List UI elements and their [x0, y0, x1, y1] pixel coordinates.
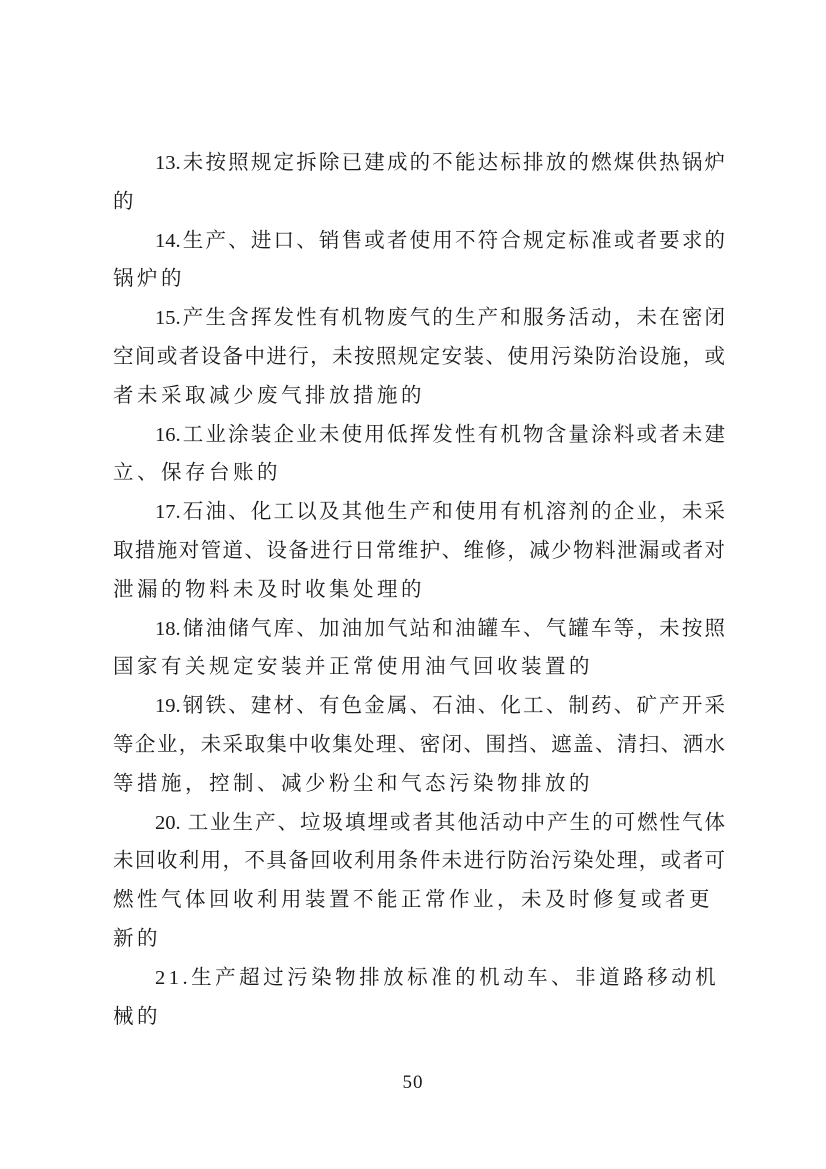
list-item-20-line-1: 20. 工业生产、垃圾填埋或者其他活动中产生的可燃性气体 — [155, 811, 725, 834]
list-item-17-line-1: 17.石油、化工以及其他生产和使用有机溶剂的企业，未采 — [155, 501, 725, 524]
list-item-19-line-1: 19.钢铁、建材、有色金属、石油、化工、制药、矿产开采 — [155, 695, 725, 718]
list-item-19-line-3: 等措施，控制、减少粉尘和气态污染物排放的 — [113, 772, 593, 795]
document-body — [113, 144, 725, 1036]
list-item-18-line-1: 18.储油储气库、加油加气站和油罐车、气罐车等，未按照 — [155, 617, 725, 640]
list-item-13-line-1: 13.未按照规定拆除已建成的不能达标排放的燃煤供热锅炉 — [155, 152, 725, 174]
list-item-21-line-1: 21.生产超过污染物排放标准的机动车、非道路移动机械的 — [113, 966, 720, 1028]
list-item-15-line-3: 者未采取减少废气排放措施的 — [113, 384, 425, 407]
list-item-18-line-2: 国家有关规定安装并正常使用油气回收装置的 — [113, 656, 593, 679]
list-item-16-line-1: 16.工业涂装企业未使用低挥发性有机物含量涂料或者未建 — [155, 423, 725, 446]
list-item-13-line-2: 的 — [113, 190, 137, 213]
list-item-19-line-2: 等企业，未采取集中收集处理、密闭、围挡、遮盖、清扫、洒水 — [113, 733, 725, 756]
list-item-20-line-3: 燃性气体回收利用装置不能正常作业，未及时修复或者更新的 — [113, 889, 713, 950]
list-item-20-line-2: 未回收利用，不具备回收利用条件未进行防治污染处理，或者可 — [113, 850, 725, 873]
list-item-15-line-1: 15.产生含挥发性有机物废气的生产和服务活动，未在密闭 — [155, 307, 725, 330]
list-item-17-line-3: 泄漏的物料未及时收集处理的 — [113, 578, 425, 601]
list-item-14-line-1: 14.生产、进口、销售或者使用不符合规定标准或者要求的 — [155, 229, 725, 252]
list-item-15-line-2: 空间或者设备中进行，未按照规定安装、使用污染防治设施，或 — [113, 345, 725, 368]
list-item-14-line-2: 锅炉的 — [113, 268, 185, 291]
list-item-16-line-2: 立、保存台账的 — [113, 462, 281, 485]
list-item-17-line-2: 取措施对管道、设备进行日常维护、维修，减少物料泄漏或者对 — [113, 539, 725, 562]
page-number: 50 — [402, 1072, 424, 1093]
